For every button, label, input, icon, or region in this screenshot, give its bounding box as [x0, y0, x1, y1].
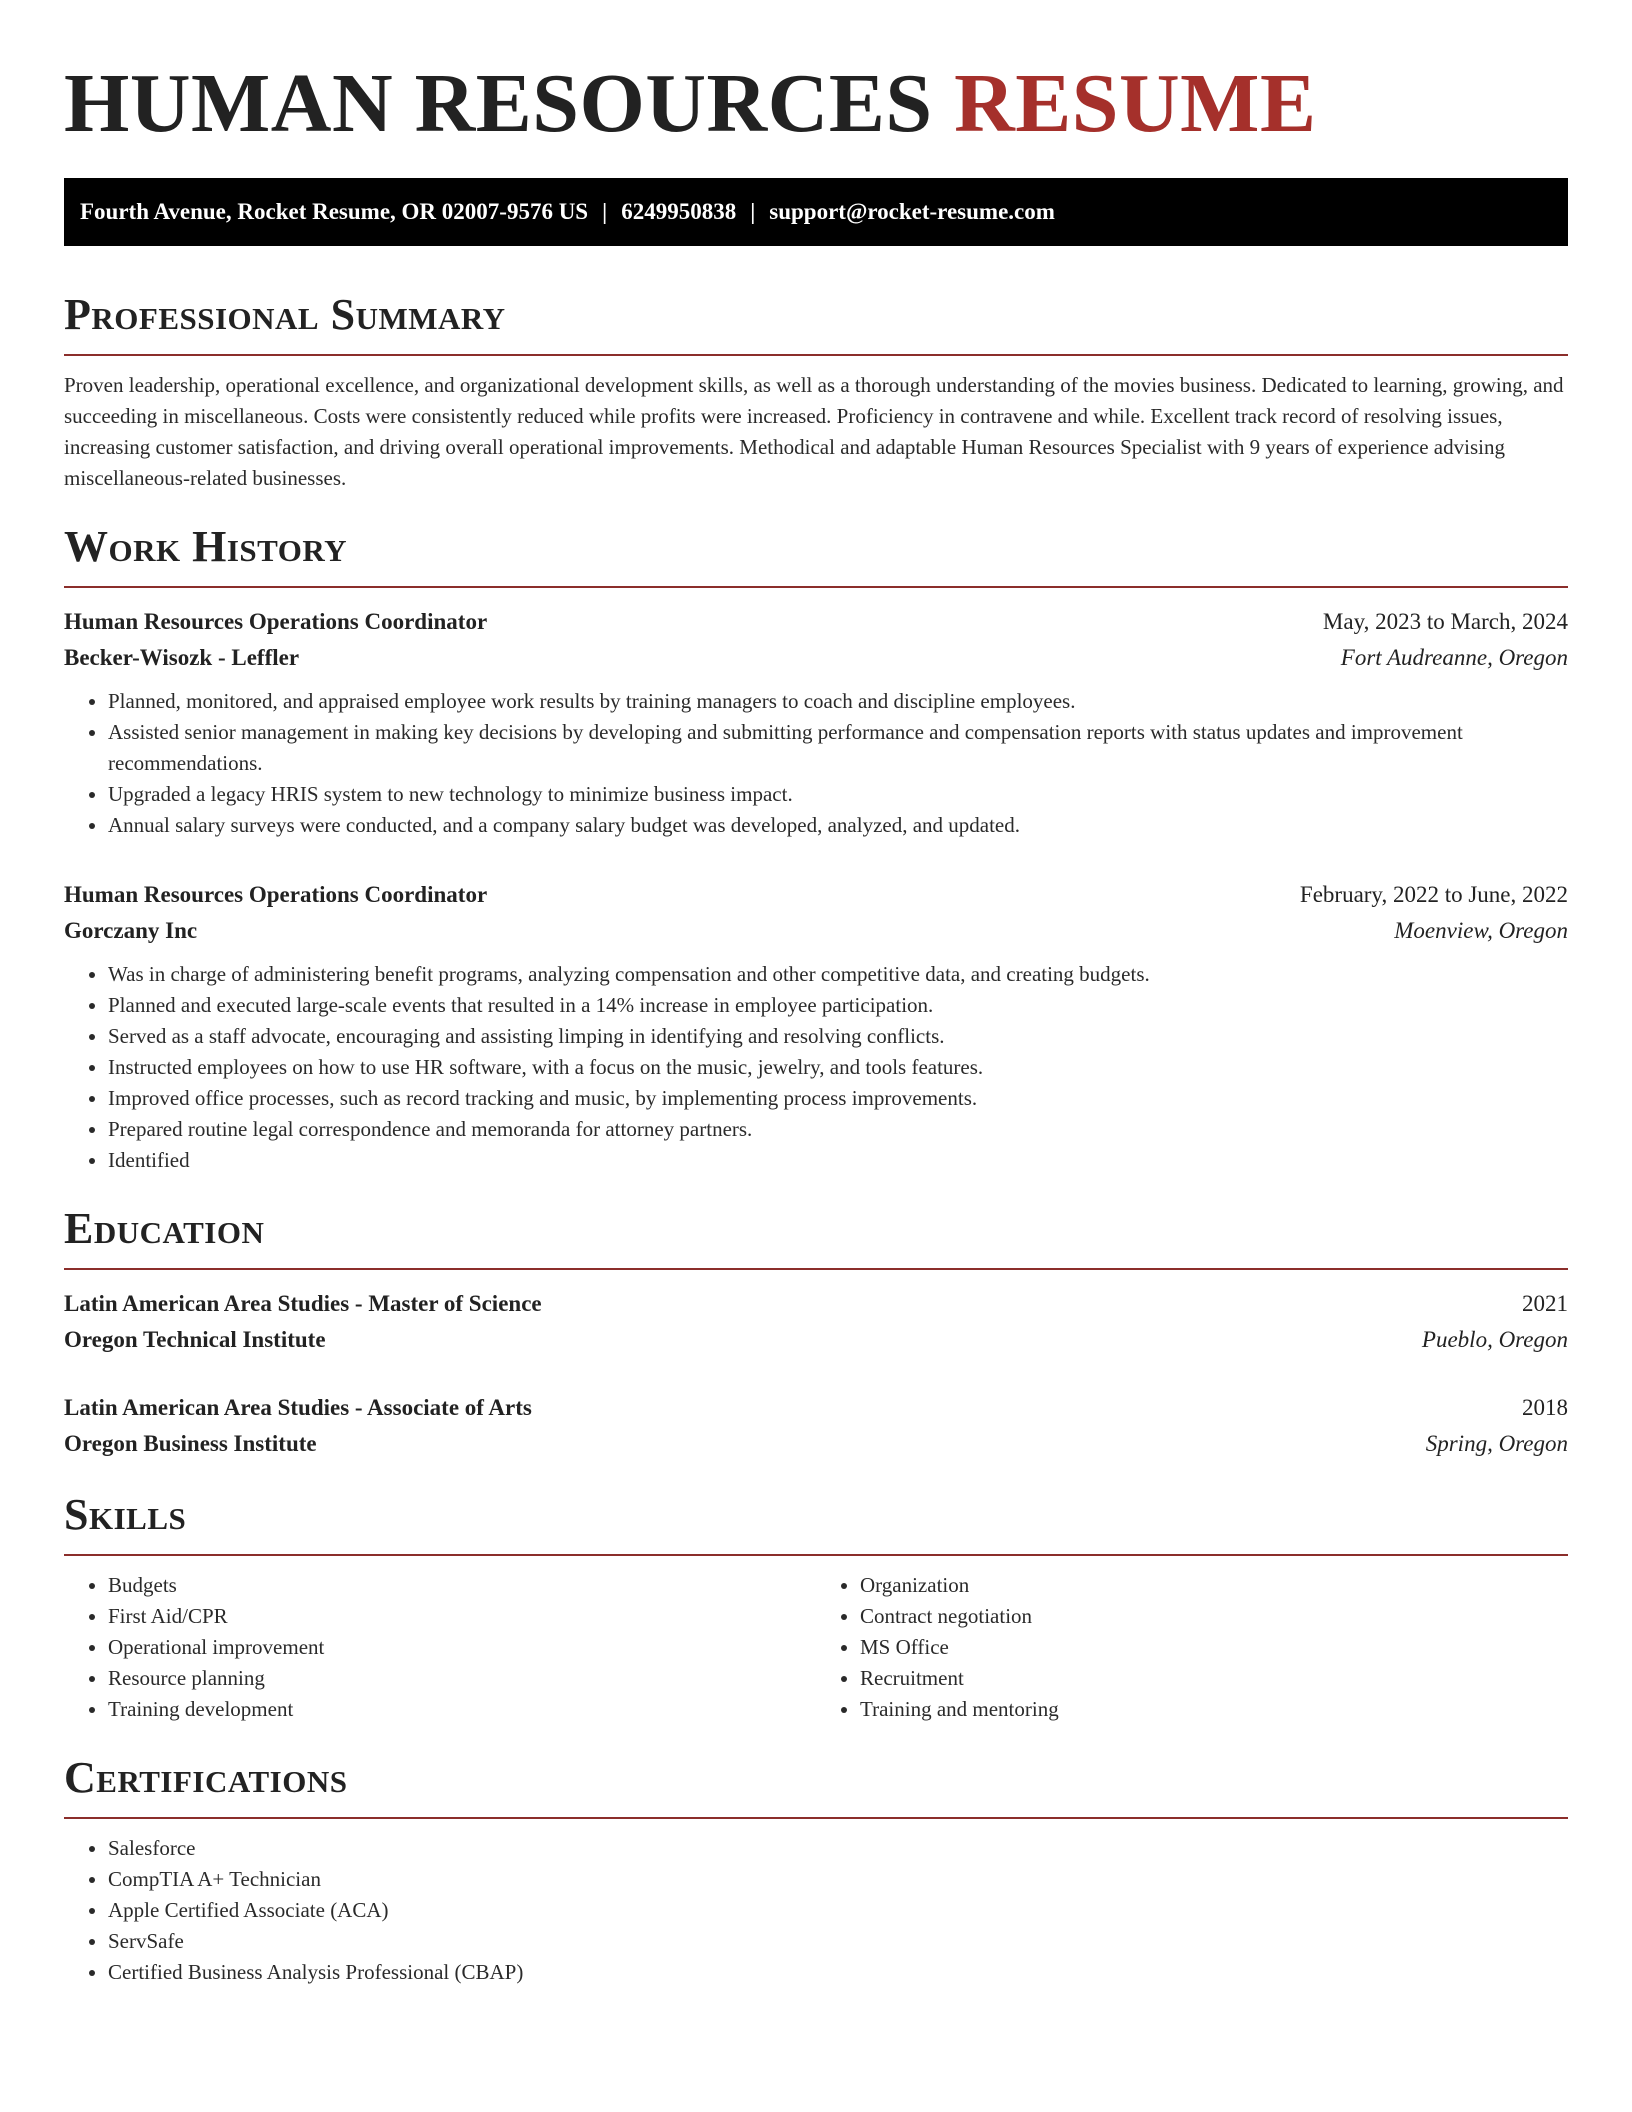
job-entry	[64, 877, 1568, 1176]
title-main: HUMAN RESOURCES	[64, 57, 933, 150]
education-school: Oregon Technical Institute	[64, 1327, 326, 1352]
job-entry	[64, 604, 1568, 841]
job-company: Becker-Wisozk - Leffler	[64, 645, 300, 670]
education-school-row	[64, 1322, 1568, 1358]
job-bullets	[64, 686, 1568, 841]
section-divider	[64, 1554, 1568, 1556]
education-year: 2018	[1522, 1395, 1568, 1420]
list-item: • Training development	[108, 1694, 816, 1725]
list-item: • Contract negotiation	[860, 1601, 1568, 1632]
education-header-row	[64, 1390, 1568, 1426]
certifications-heading: Certifications	[64, 1753, 348, 1802]
list-item: • Instructed employees on how to use HR software, with a focus on the music, jewelry, and tools features.	[108, 1052, 1568, 1083]
list-item: • Assisted senior management in making key decisions by developing and submitting performance and compensation reports with status updates and improvement recommendations.	[108, 717, 1568, 779]
job-header-row	[64, 604, 1568, 640]
list-item: • Resource planning	[108, 1663, 816, 1694]
title-accent: RESUME	[954, 57, 1317, 150]
contact-bar	[64, 178, 1568, 246]
list-item: • Training and mentoring	[860, 1694, 1568, 1725]
list-item: • Salesforce	[108, 1833, 1568, 1864]
list-item: • Improved office processes, such as record tracking and music, by implementing process improvements.	[108, 1083, 1568, 1114]
certifications-section	[64, 1753, 1568, 1988]
section-divider	[64, 1817, 1568, 1819]
list-item: • Budgets	[108, 1570, 816, 1601]
work-history-section	[64, 522, 1568, 1176]
job-dates: February, 2022 to June, 2022	[1299, 882, 1568, 907]
contact-separator: |	[602, 199, 608, 224]
resume-title	[64, 56, 1568, 152]
education-entry	[64, 1390, 1568, 1462]
list-item: • Apple Certified Associate (ACA)	[108, 1895, 1568, 1926]
list-item: • Certified Business Analysis Professional (CBAP)	[108, 1957, 1568, 1988]
job-title: Human Resources Operations Coordinator	[64, 882, 488, 907]
list-item: • First Aid/CPR	[108, 1601, 816, 1632]
section-divider	[64, 354, 1568, 356]
list-item: • Planned, monitored, and appraised employee work results by training managers to coach and discipline employees.	[108, 686, 1568, 717]
education-heading: Education	[64, 1204, 265, 1253]
skills-grid	[64, 1570, 1568, 1725]
skills-list-right	[816, 1570, 1568, 1725]
summary-section	[64, 290, 1568, 494]
list-item: • Recruitment	[860, 1663, 1568, 1694]
list-item: • Annual salary surveys were conducted, and a company salary budget was developed, analyzed, and updated.	[108, 810, 1568, 841]
job-bullets	[64, 959, 1568, 1176]
job-title: Human Resources Operations Coordinator	[64, 609, 488, 634]
skills-section	[64, 1490, 1568, 1725]
job-header-row	[64, 877, 1568, 913]
job-location: Fort Audreanne, Oregon	[1340, 645, 1568, 670]
list-item: • CompTIA A+ Technician	[108, 1864, 1568, 1895]
job-location: Moenview, Oregon	[1394, 918, 1568, 943]
list-item: • Identified	[108, 1145, 1568, 1176]
list-item: • Organization	[860, 1570, 1568, 1601]
education-degree: Latin American Area Studies - Associate of Arts	[64, 1395, 532, 1420]
list-item: • Planned and executed large-scale events that resulted in a 14% increase in employee participation.	[108, 990, 1568, 1021]
work-history-heading: Work History	[64, 522, 348, 571]
list-item: • ServSafe	[108, 1926, 1568, 1957]
education-header-row	[64, 1286, 1568, 1322]
education-section	[64, 1204, 1568, 1462]
education-location: Pueblo, Oregon	[1421, 1327, 1568, 1352]
education-school: Oregon Business Institute	[64, 1431, 317, 1456]
section-divider	[64, 1268, 1568, 1270]
contact-separator: |	[750, 199, 756, 224]
education-year: 2021	[1522, 1291, 1568, 1316]
section-divider	[64, 586, 1568, 588]
list-item: • Prepared routine legal correspondence and memoranda for attorney partners.	[108, 1114, 1568, 1145]
job-company-row	[64, 640, 1568, 676]
certifications-list	[64, 1833, 1568, 1988]
contact-email[interactable]: support@rocket-resume.com	[769, 199, 1055, 224]
list-item: • MS Office	[860, 1632, 1568, 1663]
list-item: • Operational improvement	[108, 1632, 816, 1663]
education-location: Spring, Oregon	[1425, 1431, 1568, 1456]
list-item: • Was in charge of administering benefit programs, analyzing compensation and other competitive data, and creating budgets.	[108, 959, 1568, 990]
education-entry	[64, 1286, 1568, 1358]
contact-address: Fourth Avenue, Rocket Resume, OR 02007-9576 US	[80, 199, 589, 224]
summary-heading: Professional Summary	[64, 290, 506, 339]
job-company-row	[64, 913, 1568, 949]
job-company: Gorczany Inc	[64, 918, 198, 943]
job-dates: May, 2023 to March, 2024	[1322, 609, 1568, 634]
skills-list-left	[64, 1570, 816, 1725]
summary-text: Proven leadership, operational excellence, and organizational development skills, as well as a thorough understanding of the movies business. Dedicated to learning, growing, and succeeding in miscellaneous. Costs were consistently reduced while profits were increased. Proficiency in contravene and while. Excellent track record of resolving issues, increasing customer satisfaction, and driving overall operational improvements. Methodical and adaptable Human Resources Specialist with 9 years of experience advising miscellaneous-related businesses.	[64, 373, 1564, 490]
list-item: • Upgraded a legacy HRIS system to new technology to minimize business impact.	[108, 779, 1568, 810]
list-item: • Served as a staff advocate, encouraging and assisting limping in identifying and resolving conflicts.	[108, 1021, 1568, 1052]
contact-phone[interactable]: 6249950838	[621, 199, 737, 224]
education-degree: Latin American Area Studies - Master of Science	[64, 1291, 542, 1316]
skills-heading: Skills	[64, 1490, 187, 1539]
education-school-row	[64, 1426, 1568, 1462]
